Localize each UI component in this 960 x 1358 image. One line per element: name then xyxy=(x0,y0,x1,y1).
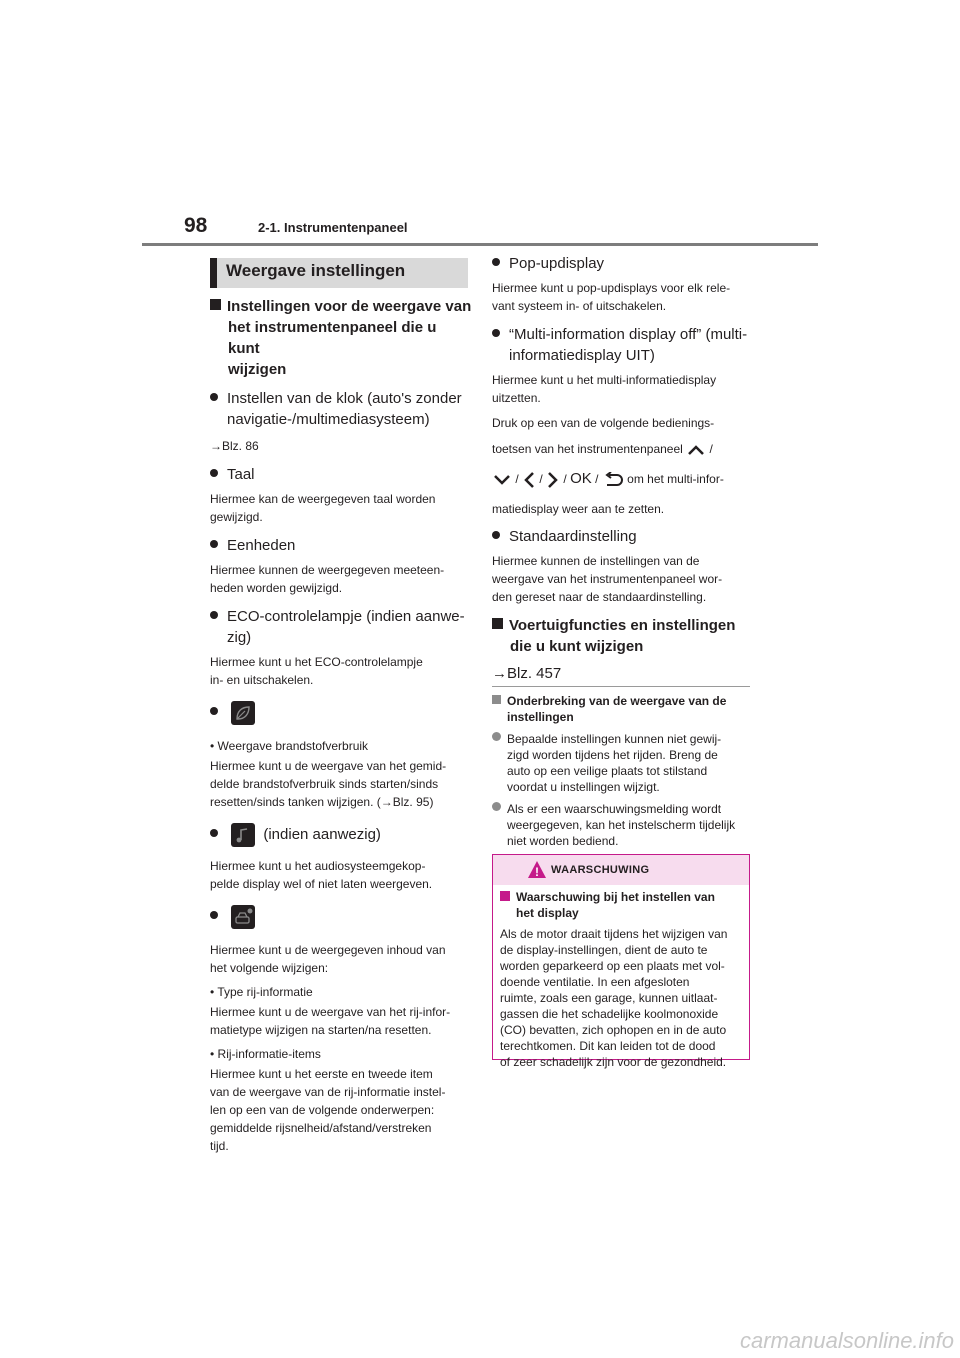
clock-reference: →Blz. 86 xyxy=(210,439,259,453)
subheading-vehicle-functions-line2: die u kunt wijzigen xyxy=(510,638,644,655)
bullet-dot-icon xyxy=(210,911,218,919)
audio-text-line2: pelde display wel of niet laten weergeven. xyxy=(210,877,433,891)
drive-items-text-line3: len op een van de volgende onderwerpen: xyxy=(210,1103,435,1117)
taal-text-line2: gewijzigd. xyxy=(210,510,263,524)
warning-heading: Waarschuwing bij het instellen van xyxy=(500,889,746,905)
mid-off-text: Hiermee kunt u het multi-informatiedisplay xyxy=(492,373,717,387)
subheading-display-settings-line2: het instrumentenpaneel die u kunt xyxy=(228,319,437,357)
drive-items-text-line2: van de weergave van de rij-informatie instel- xyxy=(210,1085,446,1099)
eenheden-text-line2: heden worden gewijzigd. xyxy=(210,581,343,595)
audio-label: (indien aanwezig) xyxy=(263,825,381,843)
left-arrow-icon xyxy=(522,470,536,490)
drive-type-text: Hiermee kunt u de weergave van het rij-infor- xyxy=(210,1005,451,1019)
warning-box xyxy=(492,854,750,1069)
bullet-eco-leaf xyxy=(210,701,472,729)
svg-text:!: ! xyxy=(535,865,539,879)
bullet-dot-icon xyxy=(210,540,218,548)
fuel-text: Hiermee kunt u de weergave van het gemid- xyxy=(210,759,447,773)
warning-heading-line2: het display xyxy=(516,906,579,920)
bullet-popup: Pop-updisplay xyxy=(492,253,754,274)
eenheden-text: Hiermee kunnen de weergegeven meeteen- xyxy=(210,563,445,577)
eco-text: Hiermee kunt u het ECO-controlelampje xyxy=(210,655,423,669)
note-item-1-line3: auto op een veilige plaats tot stilstand xyxy=(507,764,708,778)
bullet-clock: Instellen van de klok (auto's zonder xyxy=(210,388,472,409)
fuel-subitem: • Weergave brandstofverbruik xyxy=(210,739,369,753)
press-text-line4: matiedisplay weer aan te zetten. xyxy=(492,502,665,516)
note-dot-icon xyxy=(492,802,501,811)
note-item-1: Bepaalde instellingen kunnen niet gewij- xyxy=(492,731,754,747)
audio-text: Hiermee kunt u het audiosysteemgekop- xyxy=(210,859,426,873)
warning-body-7: (CO) bevatten, zich ophopen en in de auto xyxy=(500,1023,727,1037)
bullet-eenheden: Eenheden xyxy=(210,535,472,556)
bullet-dot-icon xyxy=(210,469,218,477)
page-number: 98 xyxy=(184,214,208,237)
eco-text-line2: in- en uitschakelen. xyxy=(210,673,314,687)
drive-text-line2: het volgende wijzigen: xyxy=(210,961,329,975)
standaard-text: Hiermee kunnen de instellingen van de xyxy=(492,554,700,568)
warning-body-4: doende ventilatie. In een afgesloten xyxy=(500,975,690,989)
subheading-display-settings-line3: wijzigen xyxy=(228,361,287,378)
bullet-audio xyxy=(210,823,472,851)
bullet-mid-off-line2: informatiedisplay UIT) xyxy=(509,347,655,364)
right-column xyxy=(492,253,754,684)
car-info-icon xyxy=(231,905,255,929)
left-column xyxy=(210,296,472,1155)
ok-button-label: OK xyxy=(570,470,592,488)
bullet-drive-info xyxy=(210,905,472,933)
note-heading: Onderbreking van de weergave van de xyxy=(492,693,754,709)
drive-items-text: Hiermee kunt u het eerste en tweede item xyxy=(210,1067,433,1081)
right-arrow-icon xyxy=(546,470,560,490)
drive-text: Hiermee kunt u de weergegeven inhoud van xyxy=(210,943,446,957)
bullet-dot-icon xyxy=(210,829,218,837)
warning-header xyxy=(493,855,749,885)
square-bullet-icon xyxy=(210,299,221,310)
drive-items-text-line5: tijd. xyxy=(210,1139,229,1153)
fuel-text-line3: resetten/sinds tanken wijzigen. (→Blz. 95) xyxy=(210,795,434,809)
standaard-text-line2: weergave van het instrumentenpaneel wor- xyxy=(492,572,723,586)
drive-items-text-line4: gemiddelde rijsnelheid/afstand/verstreken xyxy=(210,1121,432,1135)
warning-body-2: de display-instellingen, dient de auto te xyxy=(500,943,708,957)
note-heading-line2: instellingen xyxy=(507,710,574,724)
mid-off-text-line2: uitzetten. xyxy=(492,391,541,405)
taal-text: Hiermee kan de weergegeven taal worden xyxy=(210,492,436,506)
bullet-dot-icon xyxy=(210,707,218,715)
bullet-standaard: Standaardinstelling xyxy=(492,526,754,547)
warning-title: WAARSCHUWING xyxy=(551,864,650,876)
fuel-text-line2: delde brandstofverbruik sinds starten/sinds xyxy=(210,777,439,791)
note-item-1-line2: zigd worden tijdens het rijden. Breng de xyxy=(507,748,718,762)
drive-type-text-line2: matietype wijzigen na starten/na resetten. xyxy=(210,1023,432,1037)
bullet-dot-icon xyxy=(492,531,500,539)
press-text-line2: toetsen van het instrumentenpaneel / xyxy=(492,442,713,456)
note-dot-icon xyxy=(492,732,501,741)
warning-body-9: of zeer schadelijk zijn voor de gezondheid. xyxy=(500,1055,727,1069)
bullet-eco-line2: zig) xyxy=(227,629,252,646)
standaard-text-line3: den gereset naar de standaardinstelling. xyxy=(492,590,707,604)
bullet-dot-icon xyxy=(492,258,500,266)
note-item-2-line2: weergegeven, kan het instelscherm tijdelijk xyxy=(507,818,736,832)
warning-body-3: worden geparkeerd op een plaats met vol- xyxy=(500,959,725,973)
bullet-clock-line2: navigatie-/multimediasysteem) xyxy=(227,411,430,428)
down-arrow-icon xyxy=(492,473,512,487)
bullet-dot-icon xyxy=(492,329,500,337)
section-title: 2-1. Instrumentenpaneel xyxy=(258,220,408,235)
popup-text-line2: vant systeem in- of uitschakelen. xyxy=(492,299,667,313)
header-rule xyxy=(142,243,818,246)
section-heading-label: Weergave instellingen xyxy=(226,261,406,280)
warning-body-1: Als de motor draait tijdens het wijzigen van xyxy=(500,927,728,941)
square-bullet-icon xyxy=(500,891,510,901)
up-arrow-icon xyxy=(686,443,706,457)
music-note-icon xyxy=(231,823,255,847)
vehicle-reference: →Blz. 457 xyxy=(492,665,562,682)
square-bullet-icon xyxy=(492,695,501,704)
drive-subitem-items: • Rij-informatie-items xyxy=(210,1047,321,1061)
bullet-mid-off: “Multi-information display off” (multi- xyxy=(492,324,754,345)
section-heading xyxy=(210,258,468,288)
subheading-vehicle-functions: Voertuigfuncties en instellingen xyxy=(492,615,754,636)
note-item-2: Als er een waarschuwingsmelding wordt xyxy=(492,801,754,817)
square-bullet-icon xyxy=(492,618,503,629)
note-divider xyxy=(492,686,750,687)
subheading-display-settings: Instellingen voor de weergave van xyxy=(210,296,472,317)
warning-body-6: gassen die het schadelijke koolmonoxide xyxy=(500,1007,719,1021)
watermark: carmanualsonline.info xyxy=(740,1328,955,1353)
warning-content xyxy=(500,889,746,1070)
note-section xyxy=(492,693,754,849)
bullet-dot-icon xyxy=(210,611,218,619)
leaf-icon xyxy=(231,701,255,725)
press-text: Druk op een van de volgende bedienings- xyxy=(492,416,715,430)
bullet-eco: ECO-controlelampje (indien aanwe- xyxy=(210,606,472,627)
note-item-1-line4: voordat u instellingen wijzigt. xyxy=(507,780,660,794)
warning-body-5: ruimte, zoals een garage, kunnen uitlaat- xyxy=(500,991,718,1005)
warning-triangle-icon xyxy=(527,860,547,879)
press-text-line3: / / / OK / om het multi-infor- xyxy=(492,470,754,494)
bullet-taal: Taal xyxy=(210,464,472,485)
note-item-2-line3: niet worden bediend. xyxy=(507,834,619,848)
popup-text: Hiermee kunt u pop-updisplays voor elk rele- xyxy=(492,281,731,295)
drive-subitem-type: • Type rij-informatie xyxy=(210,985,313,999)
warning-body-8: terechtkomen. Dit kan leiden tot de dood xyxy=(500,1039,716,1053)
bullet-dot-icon xyxy=(210,393,218,401)
back-arrow-icon xyxy=(602,472,624,488)
